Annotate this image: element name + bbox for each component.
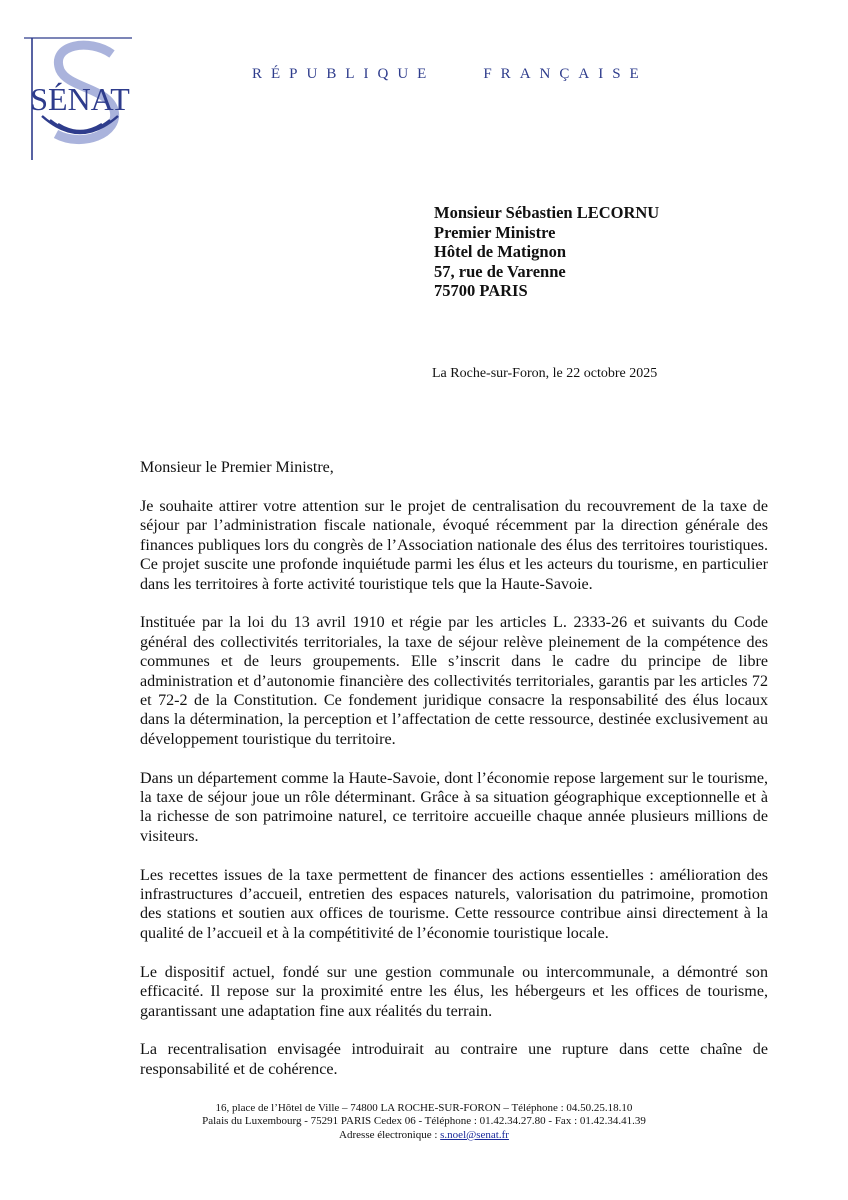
salutation: Monsieur le Premier Ministre, — [140, 459, 334, 476]
recipient-building: Hôtel de Matignon — [434, 242, 566, 261]
paragraph: Les recettes issues de la taxe permettent de financer des actions essentielles : amélioration des infrastructures d’accueil, entretien des espaces naturels, valorisation du patrimoine, promotion des stations et soutien aux offices de tourisme. Cette ressource contribue ainsi directement à la qualité de l’accueil et à la compétitivité de l’économie touristique locale. — [140, 866, 768, 942]
senat-logo — [20, 30, 140, 160]
email-label: Adresse électronique : — [339, 1128, 438, 1141]
senat-logo-text: SÉNAT — [30, 81, 130, 117]
footer-address-line: 16, place de l’Hôtel de Ville – 74800 LA ROCHE-SUR-FORON – Téléphone : 04.50.25.18.10 — [215, 1102, 633, 1114]
footer-palais-line: Palais du Luxembourg - 75291 PARIS Cedex 06 - Téléphone : 01.42.34.27.80 - Fax : 01.42.34.41.39 — [202, 1115, 646, 1128]
footer-email-line — [140, 1129, 708, 1142]
paragraph: Le dispositif actuel, fondé sur une gestion communale ou intercommunale, a démontré son efficacité. Il repose sur la proximité entre les élus, les hébergeurs et les offices de tourisme, garantissant une adaptation fine aux réalités du terrain. — [140, 963, 768, 1020]
paragraph: Instituée par la loi du 13 avril 1910 et régie par les articles L. 2333-26 et suivants du Code général des collectivités territoriales, la taxe de séjour relève pleinement de la compétence des communes et de leurs groupements. Elle s’inscrit dans le cadre du principe de libre administration et d’autonomie financière des collectivités territoriales, garantis par les articles 72 et 72-2 de la Constitution. Ce fondement juridique consacre la responsabilité des élus locaux dans la détermination, la perception et l’affectation de cette ressource, destinée exclusivement au développement touristique du territoire. — [140, 614, 768, 748]
letter-footer — [140, 1102, 708, 1142]
letter-body — [140, 497, 768, 1099]
recipient-title: Premier Ministre — [434, 222, 556, 242]
recipient-name: Monsieur Sébastien LECORNU — [434, 203, 660, 222]
paragraph: Dans un département comme la Haute-Savoie, dont l’économie repose largement sur le tourisme, la taxe de séjour joue un rôle déterminant. Grâce à sa situation géographique exceptionnelle et à la richesse de son patrimoine naturel, ce territoire accueille chaque année plusieurs millions de visiteurs. — [140, 769, 768, 845]
recipient-address — [434, 203, 659, 301]
recipient-city: 75700 PARIS — [434, 281, 528, 300]
paragraph: La recentralisation envisagée introduirait au contraire une rupture dans cette chaîne de responsabilité et de cohérence. — [140, 1041, 768, 1078]
republique-francaise-heading — [252, 66, 648, 83]
paragraph: Je souhaite attirer votre attention sur le projet de centralisation du recouvrement de la taxe de séjour par l’administration fiscale nationale, évoqué récemment par la direction générale des finances publiques lors du congrès de l’Association nationale des élus des territoires touristiques. Ce projet suscite une profonde inquiétude parmi les élus et les acteurs du tourisme, en particulier dans les territoires à forte activité touristique tels que la Haute-Savoie. — [140, 498, 768, 593]
francaise-word: FRANÇAISE — [483, 66, 648, 82]
recipient-street: 57, rue de Varenne — [434, 261, 566, 281]
republique-word: RÉPUBLIQUE — [252, 66, 436, 82]
email-link[interactable]: s.noel@senat.fr — [440, 1128, 509, 1141]
place-date: La Roche-sur-Foron, le 22 octobre 2025 — [432, 366, 658, 381]
